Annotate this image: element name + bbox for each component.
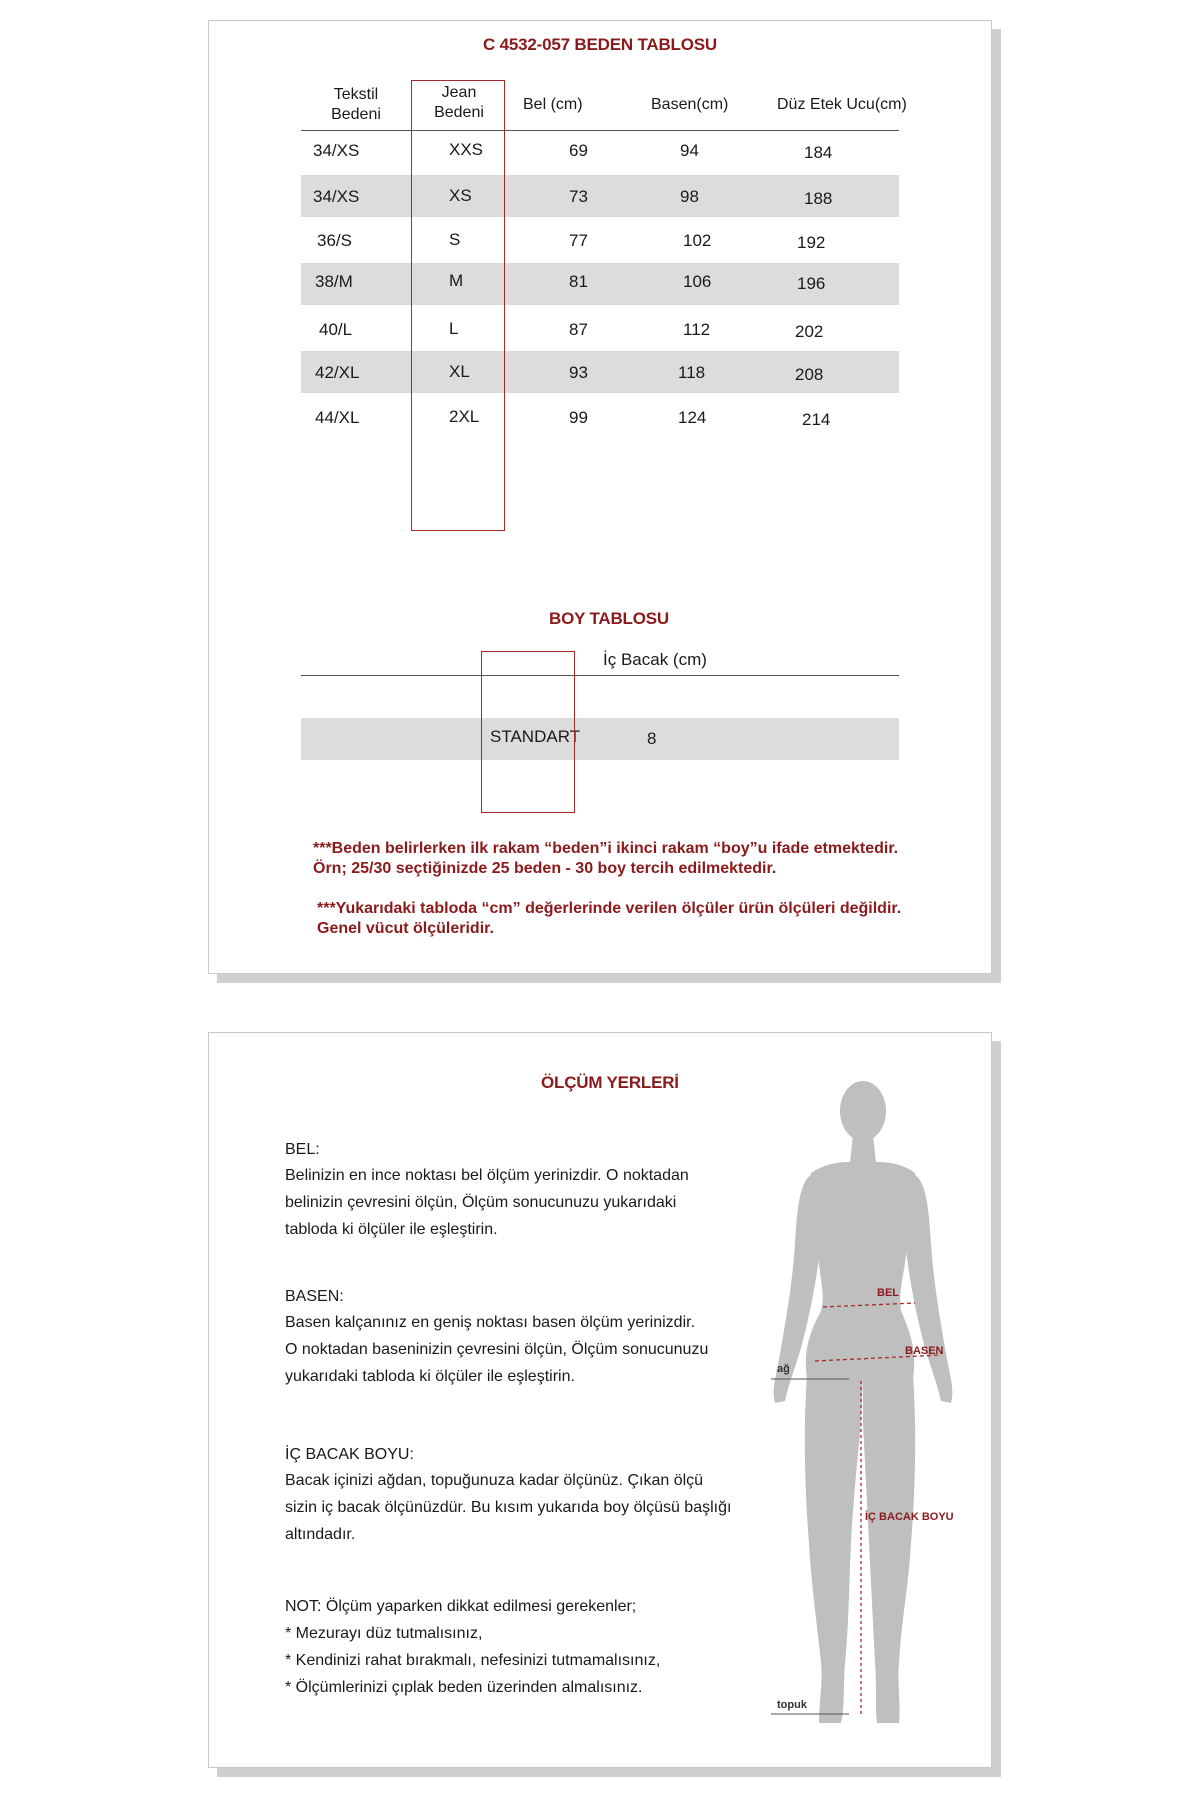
size-table-card [208, 20, 992, 974]
icbacak-line: Bacak içinizi ağdan, topuğunuza kadar ölçünüz. Çıkan ölçü [285, 1472, 704, 1489]
cell-basen: 106 [683, 272, 712, 291]
header-tekstil-line2: Bedeni [331, 106, 381, 123]
cell-basen: 98 [680, 187, 699, 206]
cell-bel: 99 [569, 408, 588, 427]
cell-bel: 81 [569, 272, 588, 291]
basen-text [285, 1309, 745, 1390]
cell-jean: M [449, 271, 464, 290]
cell-tekstil: 44/XL [315, 408, 360, 427]
cell-etek: 208 [795, 365, 824, 384]
cell-basen: 118 [678, 363, 706, 382]
note-1-line-1: ***Beden belirlerken ilk rakam “beden”i ikinci rakam “boy”u ifade etmektedir. [313, 840, 899, 857]
jean-column-highlight [411, 80, 505, 531]
note-2-line-1: ***Yukarıdaki tabloda “cm” değerlerinde verilen ölçüler ürün ölçüleri değildir. [317, 900, 902, 917]
not-section [285, 1593, 785, 1701]
header-basen: Basen(cm) [651, 96, 729, 113]
cell-bel: 93 [569, 363, 588, 382]
figure-label-basen: BASEN [905, 1345, 944, 1357]
basen-section [285, 1288, 745, 1390]
not-line: * Ölçümlerinizi çıplak beden üzerinden almalısınız. [285, 1679, 643, 1696]
cell-tekstil: 34/XS [313, 187, 360, 206]
cell-jean: XXS [449, 140, 484, 159]
bel-text [285, 1162, 745, 1243]
cell-jean: S [449, 230, 461, 249]
bel-line: tabloda ki ölçüler ile eşleştirin. [285, 1221, 498, 1238]
header-rule [301, 130, 899, 131]
icbacak-line: altındadır. [285, 1526, 356, 1543]
cell-basen: 124 [678, 408, 707, 427]
measure-title: ÖLÇÜM YERLERİ [541, 1073, 679, 1092]
header-jean-line2: Bedeni [434, 104, 484, 121]
boy-table-title: BOY TABLOSU [549, 609, 669, 628]
cell-etek: 196 [797, 274, 826, 293]
standart-column-highlight [481, 651, 575, 813]
cell-tekstil: 38/M [315, 272, 353, 291]
cell-etek: 184 [804, 143, 833, 162]
boy-row-value: 8 [647, 729, 657, 748]
icbacak-text [285, 1467, 765, 1548]
bel-line: belinizin çevresini ölçün, Ölçüm sonucunuzu yukarıdaki [285, 1194, 677, 1211]
body-silhouette [774, 1081, 953, 1723]
basen-label: BASEN: [285, 1288, 344, 1305]
cell-basen: 112 [683, 320, 711, 339]
cell-jean: XS [449, 186, 472, 205]
bel-section [285, 1141, 745, 1243]
cell-bel: 73 [569, 187, 588, 206]
figure-label-bel: BEL [877, 1287, 899, 1299]
cell-tekstil: 42/XL [315, 363, 360, 382]
basen-line: Basen kalçanınız en geniş noktası basen ölçüm yerinizdir. [285, 1314, 696, 1331]
header-etek: Düz Etek Ucu(cm) [777, 96, 907, 113]
basen-line: O noktadan baseninizin çevresini ölçün, Ölçüm sonucunuzu [285, 1341, 709, 1358]
header-bel: Bel (cm) [523, 96, 583, 113]
cell-etek: 192 [797, 233, 826, 252]
figure-label-ag: ağ [777, 1363, 790, 1375]
cell-tekstil: 36/S [317, 231, 352, 250]
not-line: NOT: Ölçüm yaparken dikkat edilmesi gerekenler; [285, 1598, 637, 1615]
cell-jean: L [449, 319, 459, 338]
note-1-line-2: Örn; 25/30 seçtiğinizde 25 beden - 30 boy tercih edilmektedir. [313, 860, 777, 877]
boy-header: İç Bacak (cm) [603, 650, 707, 669]
note-2-line-2: Genel vücut ölçüleridir. [317, 920, 494, 937]
cell-tekstil: 34/XS [313, 141, 360, 160]
icbacak-label: İÇ BACAK BOYU: [285, 1446, 414, 1463]
header-tekstil [301, 85, 411, 125]
measurement-card [208, 1032, 992, 1768]
cell-etek: 214 [802, 410, 831, 429]
boy-header-rule [301, 675, 899, 676]
cell-jean: 2XL [449, 407, 480, 426]
not-line: * Mezurayı düz tutmalısınız, [285, 1625, 483, 1642]
icbacak-section [285, 1446, 765, 1548]
header-jean-line1: Jean [441, 84, 477, 101]
cell-jean: XL [449, 362, 470, 381]
cell-tekstil: 40/L [319, 320, 353, 339]
basen-line: yukarıdaki tabloda ki ölçüler ile eşleştirin. [285, 1368, 575, 1385]
header-tekstil-line1: Tekstil [333, 86, 379, 103]
cell-bel: 87 [569, 320, 588, 339]
cell-etek: 202 [795, 322, 824, 341]
cell-bel: 69 [569, 141, 588, 160]
bel-label: BEL: [285, 1141, 320, 1158]
cell-basen: 94 [680, 141, 699, 160]
figure-label-icbacak: İÇ BACAK BOYU [865, 1511, 954, 1523]
note-2 [317, 899, 901, 939]
not-line: * Kendinizi rahat bırakmalı, nefesinizi tutmamalısınız, [285, 1652, 661, 1669]
cell-basen: 102 [683, 231, 712, 250]
figure-label-topuk: topuk [777, 1699, 807, 1711]
boy-row-label: STANDART [490, 727, 581, 746]
bel-line: Belinizin en ince noktası bel ölçüm yerinizdir. O noktadan [285, 1167, 689, 1184]
boy-row-band [301, 718, 899, 760]
size-table-title: C 4532-057 BEDEN TABLOSU [483, 35, 717, 54]
body-silhouette-figure [749, 1063, 969, 1753]
cell-etek: 188 [804, 189, 833, 208]
note-1 [313, 839, 898, 879]
icbacak-line: sizin iç bacak ölçünüzdür. Bu kısım yukarıda boy ölçüsü başlığı [285, 1499, 732, 1516]
cell-bel: 77 [569, 231, 588, 250]
